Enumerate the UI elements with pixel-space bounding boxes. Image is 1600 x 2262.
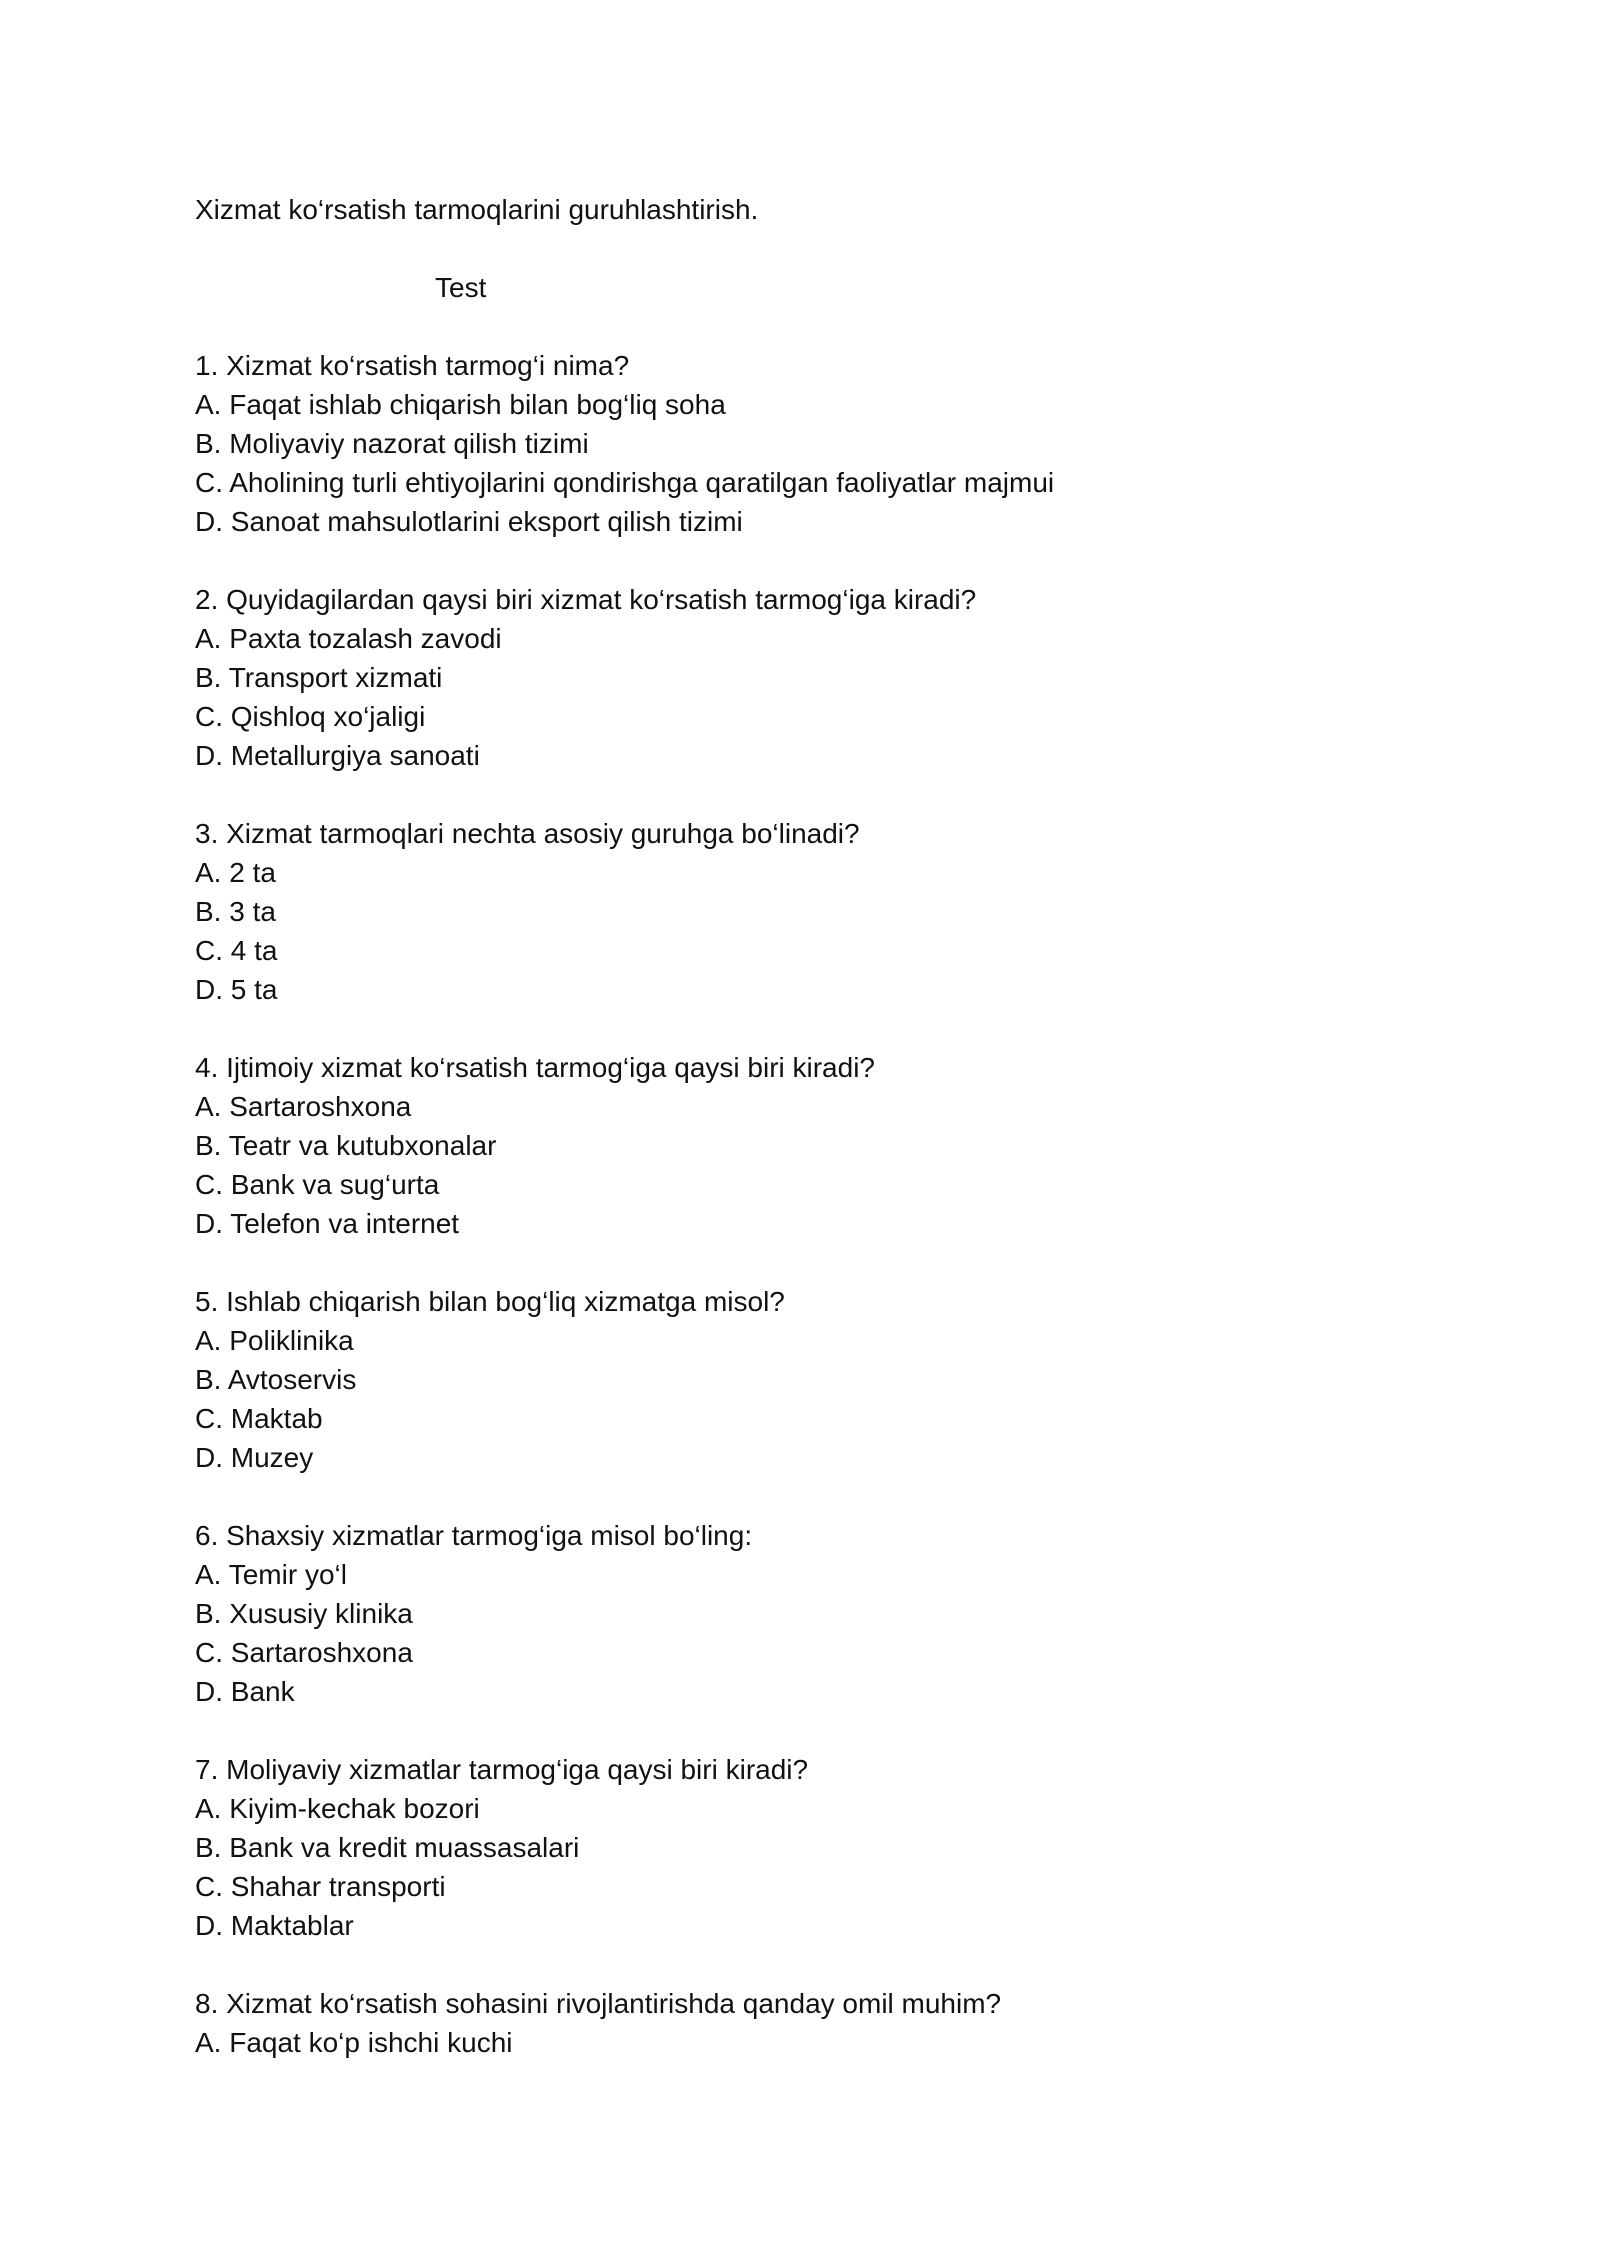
- answer-option: C. Bank va sug‘urta: [195, 1169, 440, 1200]
- question-text: 2. Quyidagilardan qaysi biri xizmat ko‘rsatish tarmog‘iga kiradi?: [195, 584, 977, 615]
- answer-options: [195, 1555, 1415, 1711]
- answer-option: A. Kiyim-kechak bozori: [195, 1793, 480, 1824]
- question-item: [195, 1984, 1415, 2062]
- answer-option: C. Maktab: [195, 1403, 323, 1434]
- answer-option: A. Faqat ishlab chiqarish bilan bog‘liq soha: [195, 389, 726, 420]
- question-item: [195, 580, 1415, 775]
- answer-option: A. Paxta tozalash zavodi: [195, 623, 502, 654]
- answer-options: [195, 2023, 1415, 2062]
- answer-option: B. Moliyaviy nazorat qilish tizimi: [195, 428, 589, 459]
- question-text: 3. Xizmat tarmoqlari nechta asosiy guruhga bo‘linadi?: [195, 818, 860, 849]
- answer-option: D. Telefon va internet: [195, 1208, 460, 1239]
- answer-option: A. Sartaroshxona: [195, 1091, 412, 1122]
- question-text: 1. Xizmat ko‘rsatish tarmog‘i nima?: [195, 350, 630, 381]
- answer-option: D. 5 ta: [195, 974, 278, 1005]
- question-text: 5. Ishlab chiqarish bilan bog‘liq xizmatga misol?: [195, 1286, 785, 1317]
- document-title: Xizmat ko‘rsatish tarmoqlarini guruhlashtirish.: [195, 194, 759, 225]
- question-list: [195, 346, 1415, 2062]
- answer-option: D. Maktablar: [195, 1910, 354, 1941]
- answer-option: B. Avtoservis: [195, 1364, 357, 1395]
- document-subtitle: Test: [435, 272, 487, 303]
- question-item: [195, 1048, 1415, 1243]
- document-content: [195, 190, 1415, 2101]
- answer-option: B. 3 ta: [195, 896, 276, 927]
- answer-option: C. Aholining turli ehtiyojlarini qondirishga qaratilgan faoliyatlar majmui: [195, 467, 1055, 498]
- question-item: [195, 1516, 1415, 1711]
- question-text: 8. Xizmat ko‘rsatish sohasini rivojlantirishda qanday omil muhim?: [195, 1988, 1002, 2019]
- answer-option: D. Sanoat mahsulotlarini eksport qilish tizimi: [195, 506, 743, 537]
- question-item: [195, 346, 1415, 541]
- question-item: [195, 1282, 1415, 1477]
- answer-option: B. Transport xizmati: [195, 662, 443, 693]
- question-text: 7. Moliyaviy xizmatlar tarmog‘iga qaysi biri kiradi?: [195, 1754, 809, 1785]
- answer-option: A. 2 ta: [195, 857, 276, 888]
- answer-option: D. Muzey: [195, 1442, 314, 1473]
- answer-option: B. Xususiy klinika: [195, 1598, 413, 1629]
- answer-option: A. Temir yo‘l: [195, 1559, 347, 1590]
- question-item: [195, 1750, 1415, 1945]
- answer-options: [195, 1087, 1415, 1243]
- answer-option: D. Metallurgiya sanoati: [195, 740, 480, 771]
- answer-option: C. Shahar transporti: [195, 1871, 446, 1902]
- question-text: 4. Ijtimoiy xizmat ko‘rsatish tarmog‘iga qaysi biri kiradi?: [195, 1052, 875, 1083]
- answer-option: A. Faqat ko‘p ishchi kuchi: [195, 2027, 513, 2058]
- answer-option: B. Bank va kredit muassasalari: [195, 1832, 580, 1863]
- answer-options: [195, 385, 1415, 541]
- answer-option: C. 4 ta: [195, 935, 278, 966]
- question-item: [195, 814, 1415, 1009]
- answer-option: D. Bank: [195, 1676, 295, 1707]
- answer-options: [195, 1789, 1415, 1945]
- answer-option: C. Sartaroshxona: [195, 1637, 413, 1668]
- question-text: 6. Shaxsiy xizmatlar tarmog‘iga misol bo‘ling:: [195, 1520, 753, 1551]
- answer-options: [195, 1321, 1415, 1477]
- answer-options: [195, 853, 1415, 1009]
- answer-options: [195, 619, 1415, 775]
- answer-option: C. Qishloq xo‘jaligi: [195, 701, 426, 732]
- answer-option: A. Poliklinika: [195, 1325, 354, 1356]
- answer-option: B. Teatr va kutubxonalar: [195, 1130, 497, 1161]
